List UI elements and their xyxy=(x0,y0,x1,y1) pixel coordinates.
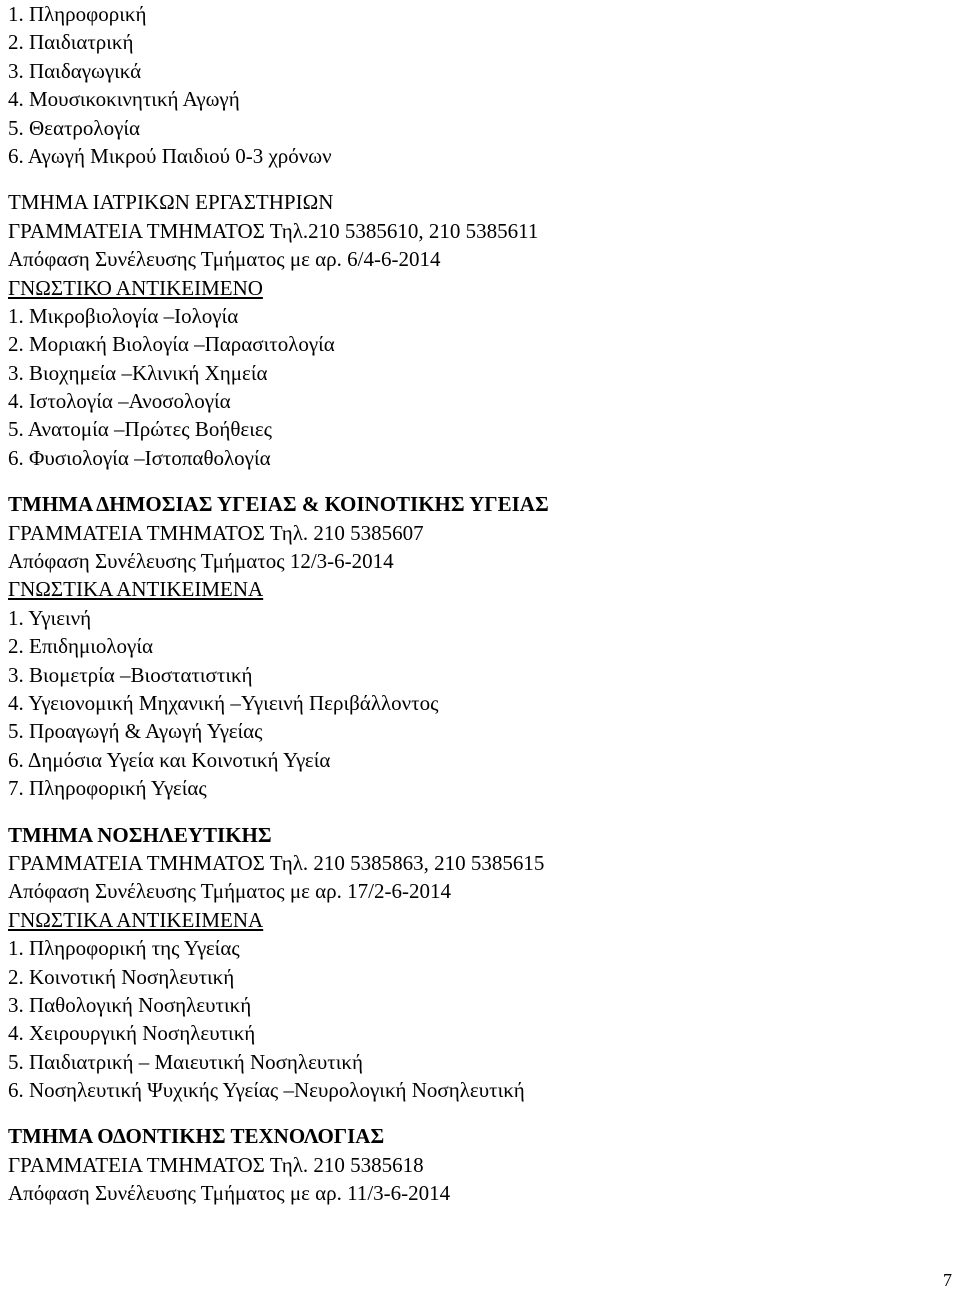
list-item: 6. Δημόσια Υγεία και Κοινοτική Υγεία xyxy=(8,747,331,772)
list-item: 6. Νοσηλευτική Ψυχικής Υγείας –Νευρολογική Νοσηλευτική xyxy=(8,1078,525,1103)
assembly-decision: Απόφαση Συνέλευσης Τμήματος με αρ. 6/4-6-2014 xyxy=(8,247,441,272)
list-item: 1. Μικροβιολογία –Ιολογία xyxy=(8,303,239,328)
assembly-decision: Απόφαση Συνέλευσης Τμήματος 12/3-6-2014 xyxy=(8,549,394,574)
list-item: 6. Αγωγή Μικρού Παιδιού 0-3 χρόνων xyxy=(8,143,332,168)
secretariat-phone: ΓΡΑΜΜΑΤΕΙΑ ΤΜΗΜΑΤΟΣ Τηλ. 210 5385607 xyxy=(8,520,424,545)
list-item: 3. Βιομετρία –Βιοστατιστική xyxy=(8,662,253,687)
list-item: 3. Παιδαγωγικά xyxy=(8,58,142,83)
list-item: 2. Κοινοτική Νοσηλευτική xyxy=(8,964,235,989)
list-item: 6. Φυσιολογία –Ιστοπαθολογία xyxy=(8,445,271,470)
list-item: 2. Επιδημιολογία xyxy=(8,634,153,659)
secretariat-phone: ΓΡΑΜΜΑΤΕΙΑ ΤΜΗΜΑΤΟΣ Τηλ. 210 5385618 xyxy=(8,1152,424,1177)
list-item: 1. Πληροφορική της Υγείας xyxy=(8,936,240,961)
section-title: ΤΜΗΜΑ ΙΑΤΡΙΚΩΝ ΕΡΓΑΣΤΗΡΙΩΝ xyxy=(8,190,334,215)
section-nursing xyxy=(8,821,952,1105)
section-public-health xyxy=(8,490,952,802)
section-title: ΤΜΗΜΑ ΔΗΜΟΣΙΑΣ ΥΓΕΙΑΣ & ΚΟΙΝΟΤΙΚΗΣ ΥΓΕΙΑΣ xyxy=(8,492,549,517)
list-item: 1. Πληροφορική xyxy=(8,2,147,26)
assembly-decision: Απόφαση Συνέλευσης Τμήματος με αρ. 11/3-6-2014 xyxy=(8,1181,451,1206)
page-number: 7 xyxy=(943,1270,952,1290)
section-title: ΤΜΗΜΑ ΝΟΣΗΛΕΥΤΙΚΗΣ xyxy=(8,822,272,847)
subjects-heading: ΓΝΩΣΤΙΚΑ ΑΝΤΙΚΕΙΜΕΝΑ xyxy=(8,907,264,932)
list-item: 7. Πληροφορική Υγείας xyxy=(8,776,207,801)
subjects-heading: ΓΝΩΣΤΙΚΑ ΑΝΤΙΚΕΙΜΕΝΑ xyxy=(8,577,264,602)
list-item: 4. Μουσικοκινητική Αγωγή xyxy=(8,87,240,112)
list-item: 2. Μοριακή Βιολογία –Παρασιτολογία xyxy=(8,332,335,357)
list-item: 5. Ανατομία –Πρώτες Βοήθειες xyxy=(8,417,272,442)
secretariat-phone: ΓΡΑΜΜΑΤΕΙΑ ΤΜΗΜΑΤΟΣ Τηλ.210 5385610, 210 5385611 xyxy=(8,218,539,243)
section-title: ΤΜΗΜΑ ΟΔΟΝΤΙΚΗΣ ΤΕΧΝΟΛΟΓΙΑΣ xyxy=(8,1124,385,1149)
list-item: 4. Υγειονομική Μηχανική –Υγιεινή Περιβάλλοντος xyxy=(8,690,439,715)
list-item: 5. Θεατρολογία xyxy=(8,115,141,140)
list-item: 3. Βιοχημεία –Κλινική Χημεία xyxy=(8,360,268,385)
list-item: 1. Υγιεινή xyxy=(8,605,92,630)
intro-list xyxy=(8,0,952,170)
list-item: 5. Παιδιατρική – Μαιευτική Νοσηλευτική xyxy=(8,1049,363,1074)
list-item: 4. Χειρουργική Νοσηλευτική xyxy=(8,1021,256,1046)
list-item: 3. Παθολογική Νοσηλευτική xyxy=(8,992,252,1017)
section-medical-labs xyxy=(8,188,952,472)
secretariat-phone: ΓΡΑΜΜΑΤΕΙΑ ΤΜΗΜΑΤΟΣ Τηλ. 210 5385863, 210 5385615 xyxy=(8,850,545,875)
list-item: 4. Ιστολογία –Ανοσολογία xyxy=(8,389,231,414)
list-item: 5. Προαγωγή & Αγωγή Υγείας xyxy=(8,719,263,744)
subjects-heading: ΓΝΩΣΤΙΚΟ ΑΝΤΙΚΕΙΜΕΝΟ xyxy=(8,275,263,300)
list-item: 2. Παιδιατρική xyxy=(8,30,134,55)
assembly-decision: Απόφαση Συνέλευσης Τμήματος με αρ. 17/2-6-2014 xyxy=(8,879,451,904)
section-dental-technology xyxy=(8,1122,952,1207)
document-page xyxy=(8,0,952,1208)
